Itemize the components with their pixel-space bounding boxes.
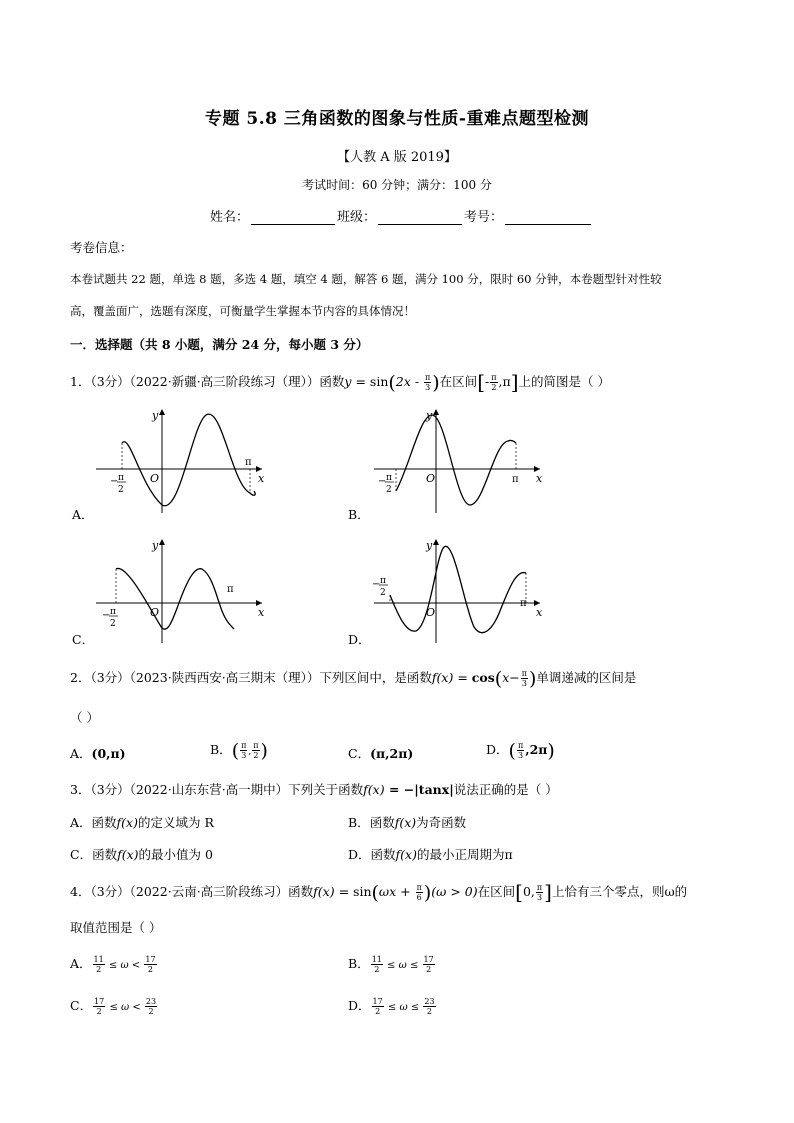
graph-b-origin: O — [426, 472, 436, 485]
graph-a-y-label: y — [152, 409, 159, 422]
graph-c-pi-label: π — [227, 584, 234, 595]
q3-c-label: C． — [70, 847, 93, 862]
graph-d-pi-label: π — [520, 598, 527, 609]
paper-info-heading: 考卷信息： — [70, 240, 133, 255]
name-label: 姓名： — [210, 210, 250, 225]
q2-option-a[interactable] — [70, 744, 126, 762]
graph-b-y-label: y — [426, 409, 433, 422]
question-3-stem — [70, 780, 558, 798]
q2-option-c-value: (π,2π) — [370, 746, 414, 761]
q2-b-n1: π — [241, 741, 247, 750]
paper-info-line-2: 高，覆盖面广，选题有深度，可衡量学生掌握本节内容的具体情况！ — [70, 304, 415, 318]
q2-suffix: 单调递减的区间是 — [536, 670, 637, 685]
q4-mid: 在区间 — [477, 884, 516, 899]
q2-option-d-label: D． — [486, 742, 509, 757]
q2-prefix: 2．（3分）（2023·陕西西安·高三期末（理））下列区间中，是函数 — [70, 670, 432, 685]
q1-option-a[interactable]: A． — [72, 507, 94, 522]
q2-option-a-value: (0,π) — [91, 746, 126, 761]
class-label: 班级： — [337, 210, 377, 225]
q4-frac-den: 6 — [416, 893, 422, 902]
q4-b-d1: 2 — [374, 965, 380, 974]
name-blank — [251, 210, 335, 225]
graph-d-frac-n: π — [380, 576, 386, 586]
q2-eq: = — [453, 670, 472, 685]
q3-fx: f(x) — [363, 782, 385, 797]
graph-a-neg: − — [110, 476, 119, 487]
q3-b-label: B． — [348, 815, 370, 830]
graph-d-frac-d: 2 — [380, 588, 386, 598]
graph-option-b — [370, 405, 560, 515]
question-2-stem: 2．（3分）（2023·陕西西安·高三期末（理））下列区间中，是函数f(x) = cos(x− $\frac{\pi}{3}$ )单调递减的区间是 — [70, 668, 637, 690]
graph-option-d — [370, 535, 560, 645]
q4-a-label: A． — [70, 956, 92, 971]
q4-b-label: B． — [348, 956, 370, 971]
q3-b-pre: 函数 — [369, 815, 395, 830]
q4-line-2: 取值范围是（ ） — [70, 920, 162, 935]
q2-b-d1: 3 — [241, 751, 247, 760]
q4-cond: (ω > 0) — [431, 884, 478, 899]
q2-d-n: π — [517, 741, 524, 750]
q3-c-post: 的最小值为 0 — [138, 847, 213, 862]
graph-b-x-label: x — [536, 472, 543, 485]
q3-a-post: 的定义域为 R — [137, 815, 214, 830]
graph-c-frac-d: 2 — [110, 619, 116, 629]
graph-d-x-label: x — [536, 606, 543, 619]
q2-d-d: 3 — [518, 751, 524, 760]
graph-c-x-label: x — [258, 606, 265, 619]
q2-frac-num: π — [521, 669, 527, 678]
q3-prefix: 3．（3分）（2022·山东东营·高一期中）下列关于函数 — [70, 782, 364, 797]
q1-int-minus: - — [485, 374, 490, 389]
q2-cos: cos — [471, 670, 495, 685]
graph-b-pi-label: π — [512, 474, 519, 485]
q1-mid: 在区间 — [439, 374, 478, 389]
graph-c-y-label: y — [152, 539, 159, 552]
graph-a-frac-n: π — [118, 473, 124, 483]
q3-d-label: D． — [348, 847, 371, 862]
q2-fx: f(x) — [431, 670, 454, 685]
q3-d-post: 的最小正周期为π — [416, 847, 513, 862]
exam-time-info: 考试时间：60 分钟；满分：100 分 — [302, 178, 492, 192]
q4-d-d1: 2 — [375, 1007, 381, 1016]
q4-a-d1: 2 — [96, 965, 102, 974]
graph-d-y-label: y — [426, 539, 433, 552]
number-label: 考号： — [464, 210, 504, 225]
number-blank — [505, 210, 591, 225]
q4-int-start: 0, — [522, 884, 535, 899]
q3-b-post: 为奇函数 — [416, 815, 467, 830]
graph-d-origin: O — [426, 606, 436, 619]
q2-option-c-label: C． — [348, 746, 371, 761]
graph-c-frac-n: π — [110, 607, 116, 617]
q4-b-n2: 17 — [423, 955, 434, 964]
edition-subtitle: 【人教 A 版 2019】 — [337, 150, 457, 165]
q4-a-n2: 17 — [145, 955, 156, 964]
q4-d-label: D． — [348, 998, 371, 1013]
q4-option-a[interactable] — [70, 954, 158, 974]
q4-d-n1: 17 — [372, 997, 383, 1006]
q1-int-num: π — [491, 373, 497, 382]
q1-option-c[interactable]: C． — [72, 632, 95, 647]
paper-info-line-1: 本卷试题共 22 题，单选 8 题，多选 4 题，填空 4 题，解答 6 题，满分 100 分，限时 60 分钟，本卷题型针对性较 — [70, 272, 662, 286]
q1-prefix: 1．（3分）（2022·新疆·高三阶段练习（理））函数 — [70, 374, 345, 389]
graph-a-pi-label: π — [245, 457, 252, 468]
q1-int-end: ,π — [498, 374, 511, 389]
q4-c-n1: 17 — [94, 997, 105, 1006]
q4-c-label: C． — [70, 998, 93, 1013]
q2-option-b-label: B． — [210, 742, 232, 757]
graph-a-origin: O — [150, 472, 160, 485]
q3-suffix: 说法正确的是（ ） — [453, 782, 558, 797]
q4-c-mid: ≤ ω < — [106, 1002, 144, 1013]
graph-c-origin: O — [150, 606, 160, 619]
q4-suffix: 上恰有三个零点，则ω的 — [551, 884, 688, 899]
q4-prefix: 4．（3分）（2022·云南·高三阶段练习）函数 — [70, 884, 314, 899]
q1-option-d[interactable]: D． — [348, 632, 371, 647]
graph-a-frac-d: 2 — [118, 485, 124, 495]
q2-option-c[interactable] — [348, 744, 413, 762]
graph-option-c — [92, 535, 282, 645]
graph-option-a — [92, 405, 282, 515]
q4-a-d2: 2 — [147, 965, 153, 974]
q3-a-pre: 函数 — [91, 815, 117, 830]
graph-c-neg: − — [102, 610, 111, 621]
q2-answer-paren: （ ） — [70, 710, 99, 725]
q3-option-b[interactable] — [348, 813, 466, 831]
q1-frac-den: 3 — [425, 383, 431, 392]
q1-y: y — [344, 374, 352, 389]
q4-c-n2: 23 — [145, 997, 157, 1006]
graph-a-x-label: x — [258, 472, 265, 485]
q2-b-d2: 2 — [253, 751, 259, 760]
q4-option-d[interactable] — [348, 996, 437, 1016]
q4-c-d2: 2 — [148, 1007, 154, 1016]
q4-int-den: 3 — [536, 893, 543, 902]
q2-option-b[interactable]: B．( $\frac{\pi}{3}$ , $\frac{\pi}{2}$ ) — [210, 740, 268, 762]
q4-fx: f(x) — [313, 884, 335, 899]
q4-b-mid: ≤ ω ≤ — [383, 960, 422, 971]
graph-d-neg: − — [372, 579, 381, 590]
graph-b-neg: − — [378, 476, 387, 487]
q2-option-a-label: A． — [70, 746, 92, 761]
q4-b-d2: 2 — [426, 965, 432, 974]
q4-eq: = sin — [334, 884, 372, 899]
q2-b-n2: π — [253, 741, 259, 750]
q3-option-a[interactable] — [70, 813, 214, 831]
q4-a-mid: ≤ ω < — [105, 960, 144, 971]
q1-suffix: 上的简图是（ ） — [518, 374, 610, 389]
page-title: 专题 5.8 三角函数的图象与性质-重难点题型检测 — [205, 109, 589, 129]
q4-inner: ωx + — [378, 884, 415, 899]
q1-inner: 2x - — [395, 374, 423, 389]
q4-d-mid: ≤ ω ≤ — [384, 1002, 423, 1013]
q2-d-end: ,2π — [525, 742, 548, 757]
q3-expr: = −|tanx| — [384, 782, 454, 797]
graph-b-frac-n: π — [386, 473, 392, 483]
section-heading: 一．选择题（共 8 小题，满分 24 分，每小题 3 分） — [70, 337, 369, 352]
q3-d-fx: f(x) — [395, 847, 417, 862]
question-1-stem: 1．（3分）（2022·新疆·高三阶段练习（理））函数y = sin(2x - $\frac{\pi}{3}$ )在区间[- $\frac{\pi}{2}$ ,π]上的简图是（ ） — [70, 370, 610, 394]
q3-option-c[interactable] — [70, 845, 213, 863]
q4-a-n1: 11 — [93, 955, 104, 964]
q1-frac-num: π — [424, 373, 431, 382]
q4-c-d1: 2 — [96, 1007, 102, 1016]
question-4-stem: 4．（3分）（2022·云南·高三阶段练习）函数f(x) = sin(ωx + $\frac{\pi}{6}$ )(ω > 0)在区间[0, $\frac{\pi}{3}$ ]上恰有三个零点，则ω的 — [70, 880, 688, 904]
q4-d-n2: 23 — [424, 997, 435, 1006]
graph-b-frac-d: 2 — [386, 485, 392, 495]
q4-frac-num: π — [416, 883, 422, 892]
q3-d-pre: 函数 — [370, 847, 396, 862]
q2-frac-den: 3 — [521, 679, 527, 688]
class-blank — [378, 210, 462, 225]
q3-a-fx: f(x) — [116, 815, 138, 830]
student-fields — [210, 206, 593, 225]
q3-c-pre: 函数 — [92, 847, 118, 862]
q4-int-num: π — [536, 883, 543, 892]
q3-a-label: A． — [70, 815, 92, 830]
q4-b-n1: 11 — [371, 955, 382, 964]
q3-b-fx: f(x) — [394, 815, 417, 830]
q1-eq: = sin — [351, 374, 389, 389]
q4-d-d2: 2 — [426, 1007, 432, 1016]
q1-option-b[interactable]: B． — [348, 507, 370, 522]
q3-c-fx: f(x) — [117, 847, 139, 862]
q1-int-den: 2 — [491, 383, 497, 392]
q2-option-d[interactable]: D．( $\frac{\pi}{3}$ ,2π) — [486, 740, 555, 762]
q4-option-b[interactable] — [348, 954, 436, 974]
q2-inner: x− — [502, 670, 520, 685]
q4-option-c[interactable] — [70, 996, 158, 1016]
q3-option-d[interactable] — [348, 845, 513, 863]
